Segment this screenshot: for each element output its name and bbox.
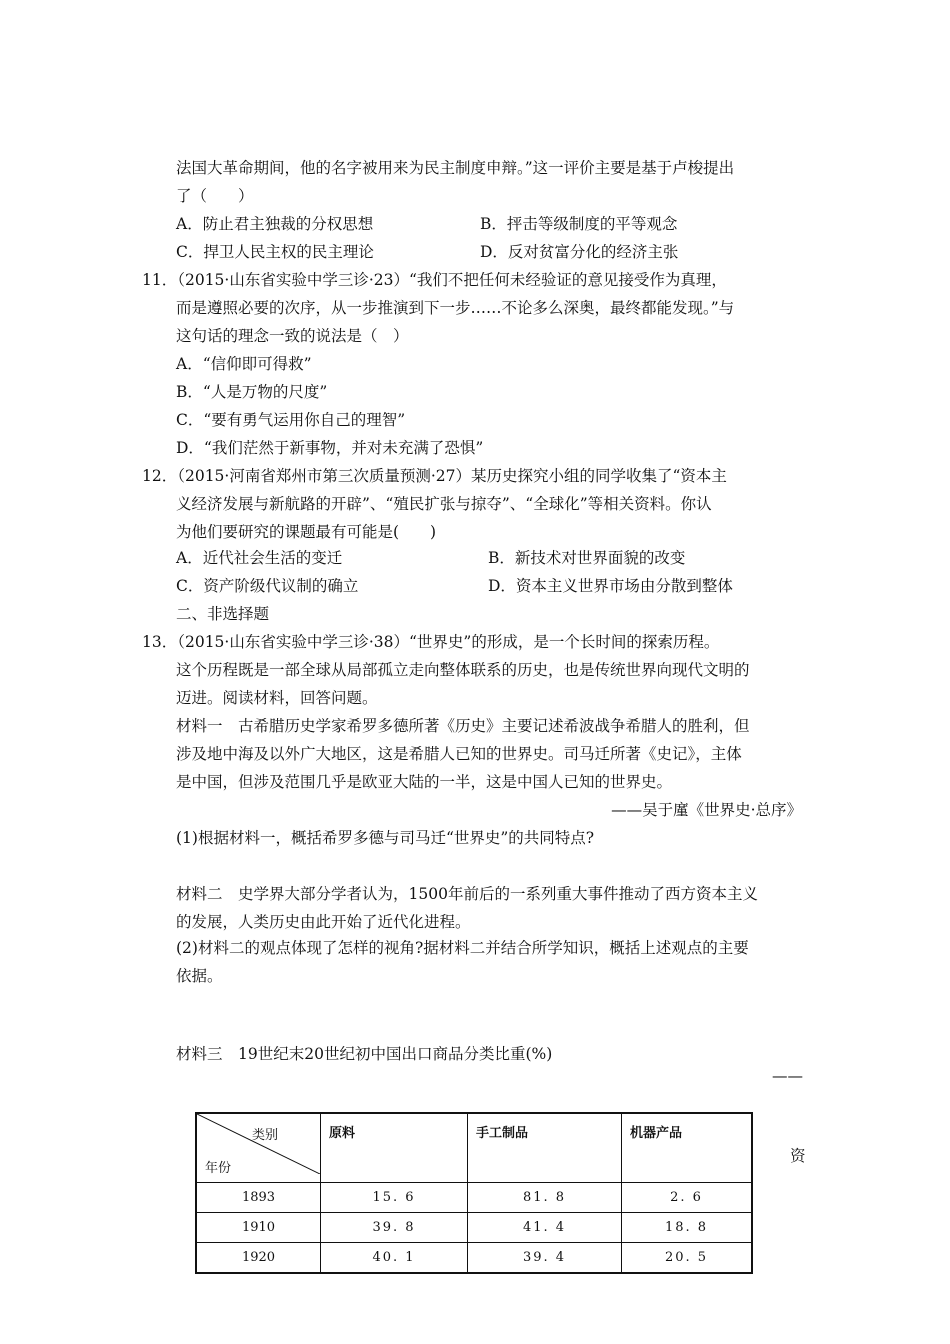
material1-source: ——吴于廑《世界史·总序》 — [611, 801, 802, 819]
header-handicrafts: 手工制品 — [468, 1113, 622, 1183]
q10-option-d: D．反对贫富分化的经济主张 — [480, 243, 679, 261]
sub-question-2-line2: 依据。 — [176, 967, 223, 985]
side-char: 资 — [790, 1147, 806, 1165]
material1-line1: 材料一 古希腊历史学家希罗多德所著《历史》主要记述希波战争希腊人的胜利，但 — [176, 717, 750, 735]
q12-stem-line1: 12．（2015·河南省郑州市第三次质量预测·27）某历史探究小组的同学收集了“资本主 — [142, 467, 727, 485]
cell-raw: 15. 6 — [321, 1183, 468, 1213]
row-year: 1910 — [196, 1213, 321, 1243]
cell-machine: 2. 6 — [622, 1183, 753, 1213]
cell-machine: 18. 8 — [622, 1213, 753, 1243]
cell-raw: 40. 1 — [321, 1243, 468, 1274]
q12-option-a: A．近代社会生活的变迁 — [176, 549, 343, 567]
section-heading: 二、非选择题 — [176, 605, 270, 623]
material2-line1: 材料二 史学界大部分学者认为，1500年前后的一系列重大事件推动了西方资本主义 — [176, 885, 758, 903]
table-row — [196, 1243, 752, 1274]
q11-option-a: A．“信仰即可得救” — [176, 355, 312, 373]
cell-handicraft: 41. 4 — [468, 1213, 622, 1243]
cell-handicraft: 81. 8 — [468, 1183, 622, 1213]
table-corner-cell — [196, 1113, 321, 1183]
material2-line2: 的发展，人类历史由此开始了近代化进程。 — [176, 913, 471, 931]
cell-handicraft: 39. 4 — [468, 1243, 622, 1274]
q11-stem-line3: 这句话的理念一致的说法是（ ） — [176, 327, 409, 345]
q10-stem-line2: 了（ ） — [176, 187, 254, 205]
q11-option-d: D．“我们茫然于新事物，并对未充满了恐惧” — [176, 439, 484, 457]
row-year: 1893 — [196, 1183, 321, 1213]
q11-option-c: C．“要有勇气运用你自己的理智” — [176, 411, 406, 429]
q12-stem-line2: 义经济发展与新航路的开辟”、“殖民扩张与掠夺”、“全球化”等相关资料。你认 — [176, 495, 712, 513]
export-ratio-table — [195, 1112, 753, 1274]
q11-stem-line2: 而是遵照必要的次序，从一步推演到下一步……不论多么深奥，最终都能发现。”与 — [176, 299, 735, 317]
table-header-row — [196, 1113, 752, 1183]
q12-option-c: C．资产阶级代议制的确立 — [176, 577, 359, 595]
q10-option-b: B．抨击等级制度的平等观念 — [480, 215, 678, 233]
q13-stem-line2: 这个历程既是一部全球从局部孤立走向整体联系的历史，也是传统世界向现代文明的 — [176, 661, 750, 679]
q13-stem-line1: 13．（2015·山东省实验中学三诊·38）“世界史”的形成，是一个长时间的探索历程。 — [142, 633, 720, 651]
cell-raw: 39. 8 — [321, 1213, 468, 1243]
material1-line3: 是中国，但涉及范围几乎是欧亚大陆的一半，这是中国人已知的世界史。 — [176, 773, 673, 791]
corner-year-label: 年份 — [205, 1161, 232, 1176]
q10-stem-line1: 法国大革命期间，他的名字被用来为民主制度申辩。”这一评价主要是基于卢梭提出 — [176, 159, 735, 177]
q10-option-a: A．防止君主独裁的分权思想 — [176, 215, 374, 233]
q10-option-c: C．捍卫人民主权的民主理论 — [176, 243, 374, 261]
material3-title: 材料三 19世纪末20世纪初中国出口商品分类比重(%) — [176, 1045, 553, 1063]
q11-stem-line1: 11．（2015·山东省实验中学三诊·23）“我们不把任何未经验证的意见接受作为真理， — [142, 271, 727, 289]
q12-option-d: D．资本主义世界市场由分散到整体 — [488, 577, 733, 595]
table-row — [196, 1183, 752, 1213]
q13-stem-line3: 迈进。阅读材料，回答问题。 — [176, 689, 378, 707]
table-row — [196, 1213, 752, 1243]
sub-question-1: (1)根据材料一，概括希罗多德与司马迁“世界史”的共同特点? — [176, 829, 595, 847]
corner-category-label: 类别 — [251, 1128, 278, 1143]
q11-option-b: B．“人是万物的尺度” — [176, 383, 328, 401]
header-machine-products: 机器产品 — [622, 1113, 753, 1183]
source-dash: —— — [772, 1067, 803, 1085]
sub-question-2-line1: (2)材料二的观点体现了怎样的视角?据材料二并结合所学知识，概括上述观点的主要 — [176, 939, 749, 957]
row-year: 1920 — [196, 1243, 321, 1274]
cell-machine: 20. 5 — [622, 1243, 753, 1274]
header-raw-materials: 原料 — [321, 1113, 468, 1183]
q12-stem-line3: 为他们要研究的课题最有可能是( ) — [176, 523, 437, 541]
q12-option-b: B．新技术对世界面貌的改变 — [488, 549, 686, 567]
material1-line2: 涉及地中海及以外广大地区，这是希腊人已知的世界史。司马迁所著《史记》，主体 — [176, 745, 742, 763]
